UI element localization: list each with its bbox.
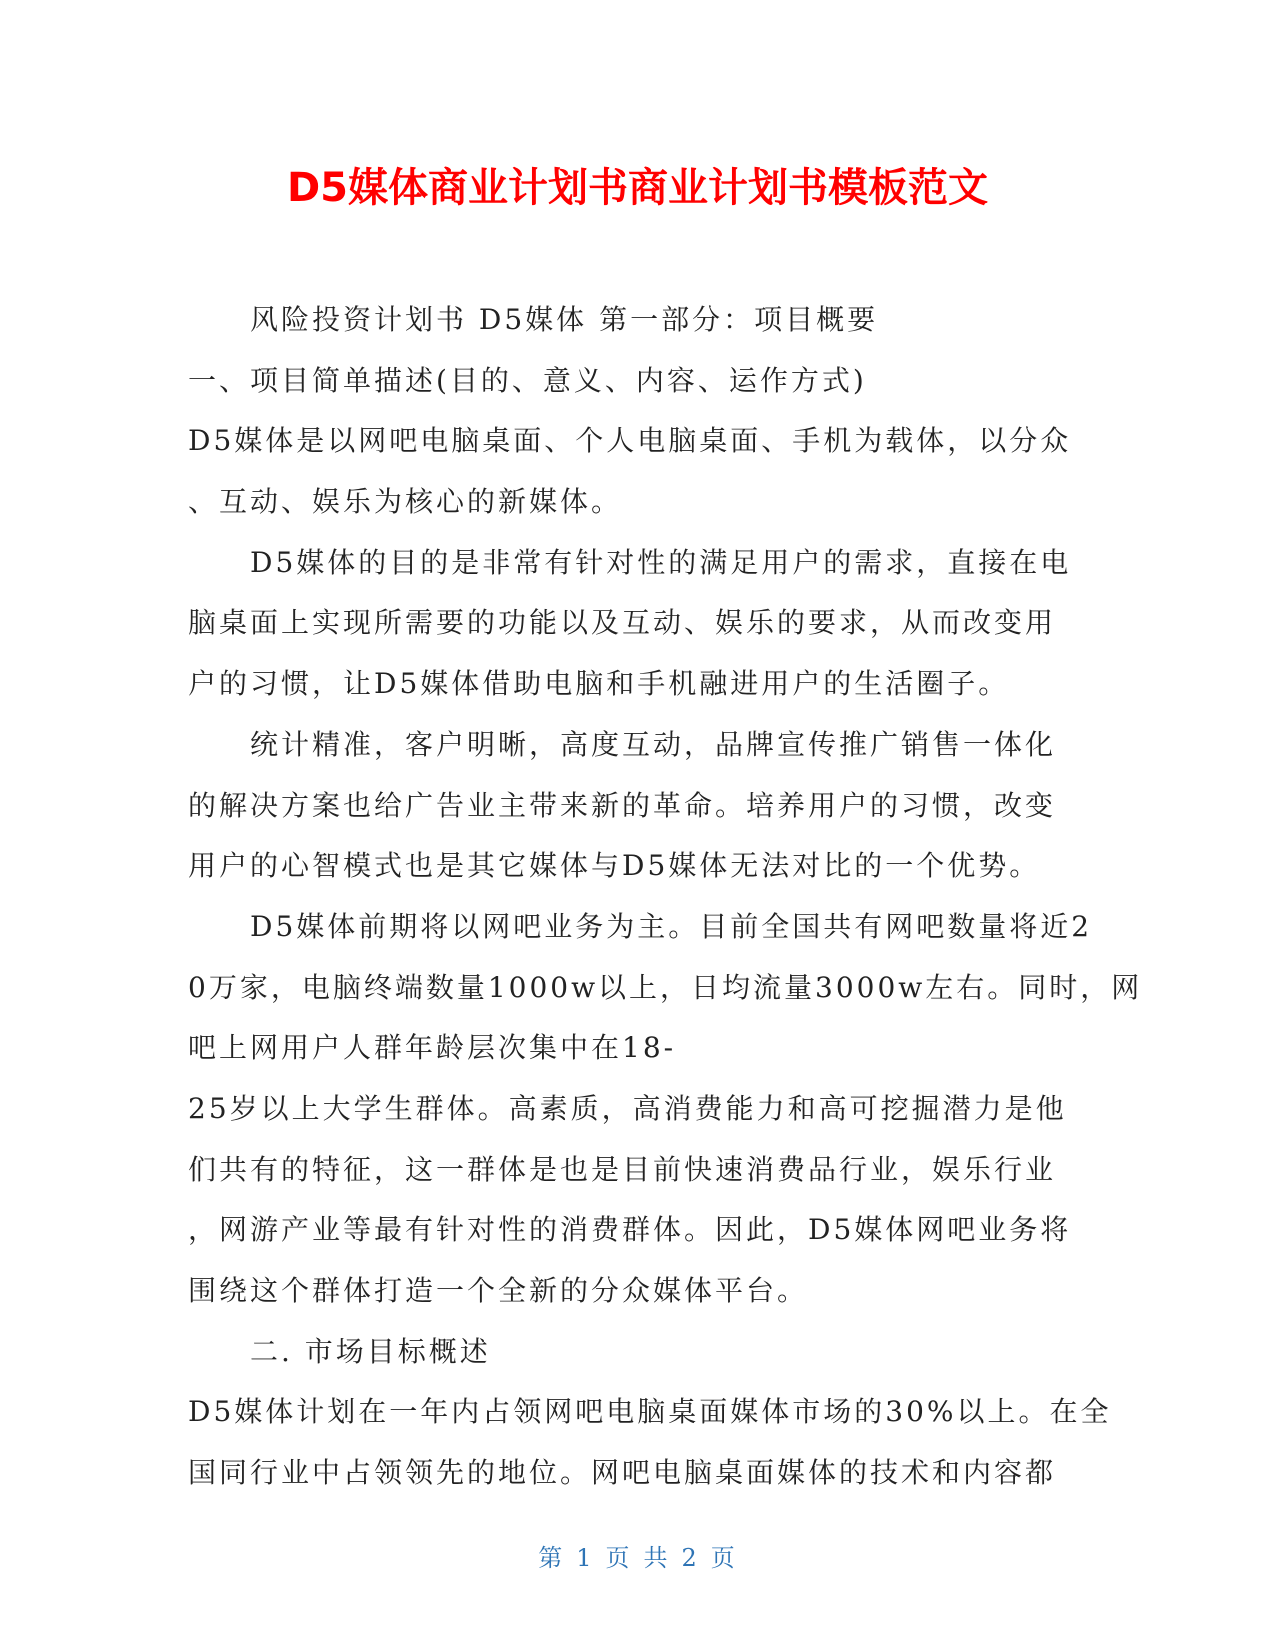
paragraph-line: ，网游产业等最有针对性的消费群体。因此，D5媒体网吧业务将 (188, 1213, 1072, 1247)
paragraph-line: D5媒体的目的是非常有针对性的满足用户的需求，直接在电 (250, 545, 1072, 579)
paragraph-line: 国同行业中占领领先的地位。网吧电脑桌面媒体的技术和内容都 (188, 1456, 1057, 1490)
footer-page-word: 第 (538, 1544, 565, 1572)
paragraph-line: 0万家，电脑终端数量1000w以上，日均流量3000w左右。同时，网 (188, 970, 1143, 1004)
document-body (188, 290, 1143, 1504)
footer-page-number: 1 (576, 1544, 594, 1572)
page-footer (0, 1542, 1275, 1574)
paragraph-line: 一、项目简单描述(目的、意义、内容、运作方式) (188, 363, 867, 397)
paragraph-line: 围绕这个群体打造一个全新的分众媒体平台。 (188, 1274, 809, 1307)
paragraph-line: D5媒体前期将以网吧业务为主。目前全国共有网吧数量将近2 (250, 909, 1093, 943)
paragraph-line: 们共有的特征，这一群体是也是目前快速消费品行业，娱乐行业 (188, 1152, 1057, 1186)
paragraph-line: 用户的心智模式也是其它媒体与D5媒体无法对比的一个优势。 (188, 849, 1041, 883)
paragraph-line: 的解决方案也给广告业主带来新的革命。培养用户的习惯，改变 (188, 788, 1057, 822)
paragraph-line: 、互动、娱乐为核心的新媒体。 (188, 485, 623, 519)
footer-total-number: 2 (681, 1544, 699, 1572)
paragraph-line: D5媒体计划在一年内占领网吧电脑桌面媒体市场的30%以上。在全 (188, 1395, 1112, 1429)
paragraph-line: 脑桌面上实现所需要的功能以及互动、娱乐的要求，从而改变用 (188, 606, 1057, 640)
footer-page-unit: 页 (605, 1544, 632, 1572)
paragraph-line: 风险投资计划书 D5媒体 第一部分：项目概要 (250, 303, 879, 336)
paragraph-line: D5媒体是以网吧电脑桌面、个人电脑桌面、手机为载体，以分众 (188, 424, 1072, 458)
footer-total-unit: 页 (710, 1544, 737, 1572)
section-heading: 二. 市场目标概述 (250, 1334, 491, 1368)
paragraph-line: 户的习惯，让D5媒体借助电脑和手机融进用户的生活圈子。 (188, 667, 1010, 701)
paragraph-line: 统计精准，客户明晰，高度互动，品牌宣传推广销售一体化 (250, 727, 1057, 761)
footer-total-word: 共 (643, 1544, 670, 1572)
document-title: D5媒体商业计划书商业计划书模板范文 (286, 165, 989, 211)
paragraph-line: 吧上网用户人群年龄层次集中在18- (188, 1031, 677, 1065)
paragraph-line: 25岁以上大学生群体。高素质，高消费能力和高可挖掘潜力是他 (188, 1091, 1067, 1125)
